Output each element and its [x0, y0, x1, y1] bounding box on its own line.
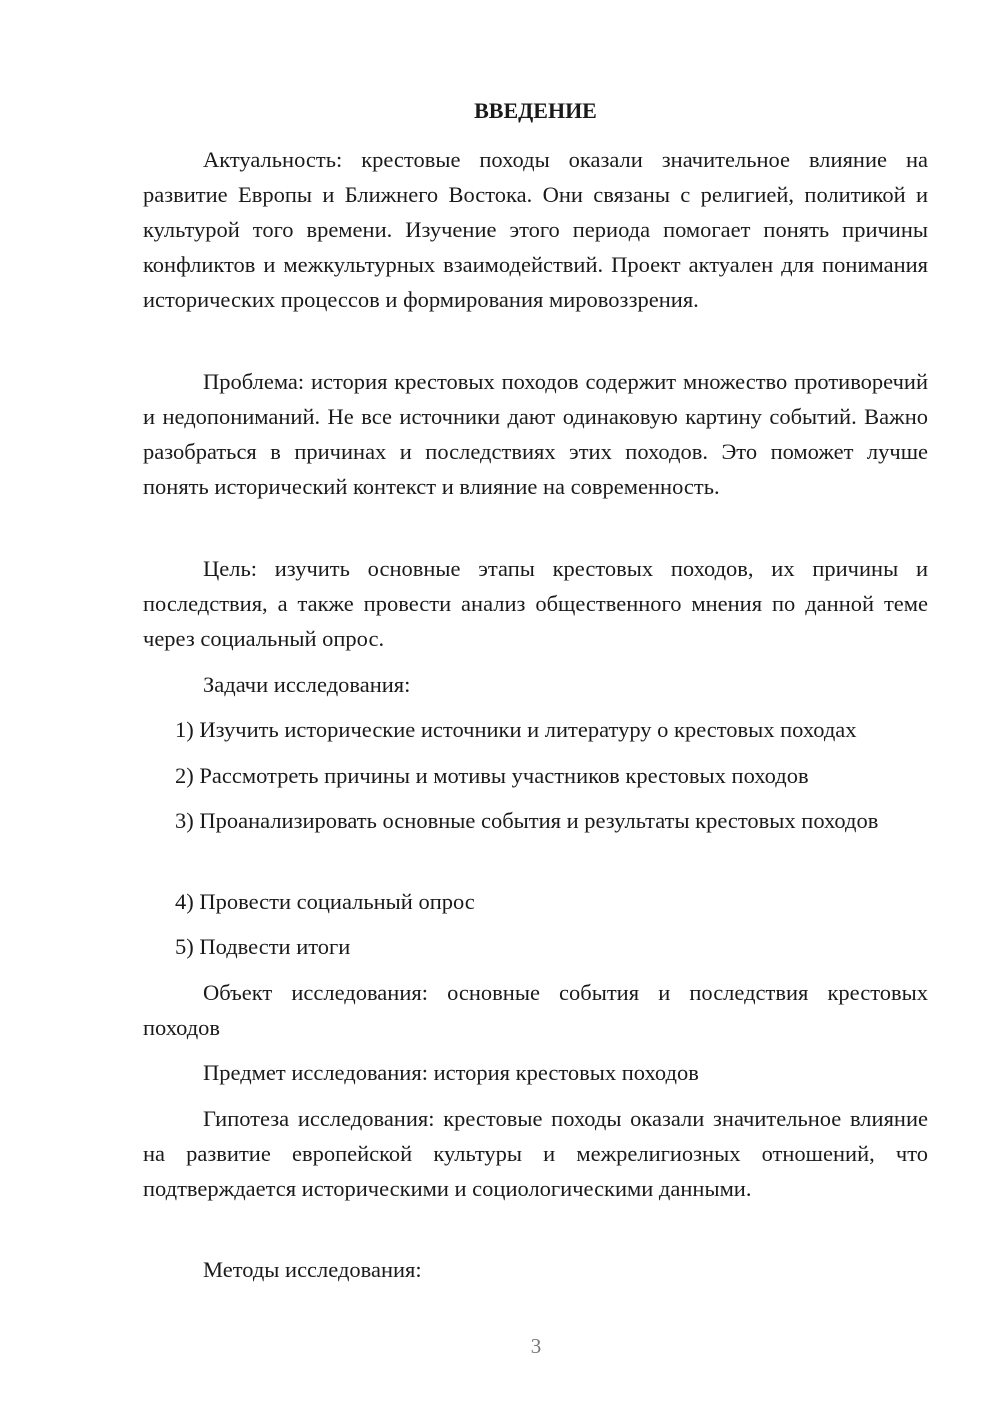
- paragraph-subject: Предмет исследования: история крестовых походов: [203, 1060, 699, 1085]
- paragraph-goal: Цель: изучить основные этапы крестовых походов, их причины и последствия, а также провести анализ общественного мнения по данной теме через социальный опрос.: [143, 556, 928, 651]
- list-item-task-5: 5) Подвести итоги: [175, 934, 351, 959]
- paragraph-hypothesis: Гипотеза исследования: крестовые походы оказали значительное влияние на развитие европейской культуры и межрелигиозных отношений, что подтверждается историческими и социологическими данными.: [143, 1106, 928, 1201]
- page-title: ВВЕДЕНИЕ: [474, 98, 597, 123]
- list-item-task-1: 1) Изучить исторические источники и литературу о крестовых походах: [175, 717, 857, 742]
- paragraph-tasks-heading: Задачи исследования:: [203, 672, 411, 697]
- paragraph-problem: Проблема: история крестовых походов содержит множество противоречий и недопониманий. Не все источники дают одинаковую картину событий. Важно разобраться в причинах и последствиях этих походов. Это поможет лучше понять исторический контекст и влияние на современность.: [143, 369, 928, 499]
- page-number: 3: [530, 1334, 542, 1358]
- list-item-task-4: 4) Провести социальный опрос: [175, 889, 475, 914]
- list-item-task-2: 2) Рассмотреть причины и мотивы участников крестовых походов: [175, 763, 809, 788]
- paragraph-object: Объект исследования: основные события и последствия крестовых походов: [143, 980, 928, 1040]
- list-item-task-3: 3) Проанализировать основные события и результаты крестовых походов: [175, 808, 879, 833]
- paragraph-relevance: Актуальность: крестовые походы оказали значительное влияние на развитие Европы и Ближнего Востока. Они связаны с религией, политикой и культурой того времени. Изучение этого периода помогает понять причины конфликтов и межкультурных взаимодействий. Проект актуален для понимания исторических процессов и формирования мировоззрения.: [143, 147, 928, 312]
- paragraph-methods-heading: Методы исследования:: [203, 1257, 422, 1282]
